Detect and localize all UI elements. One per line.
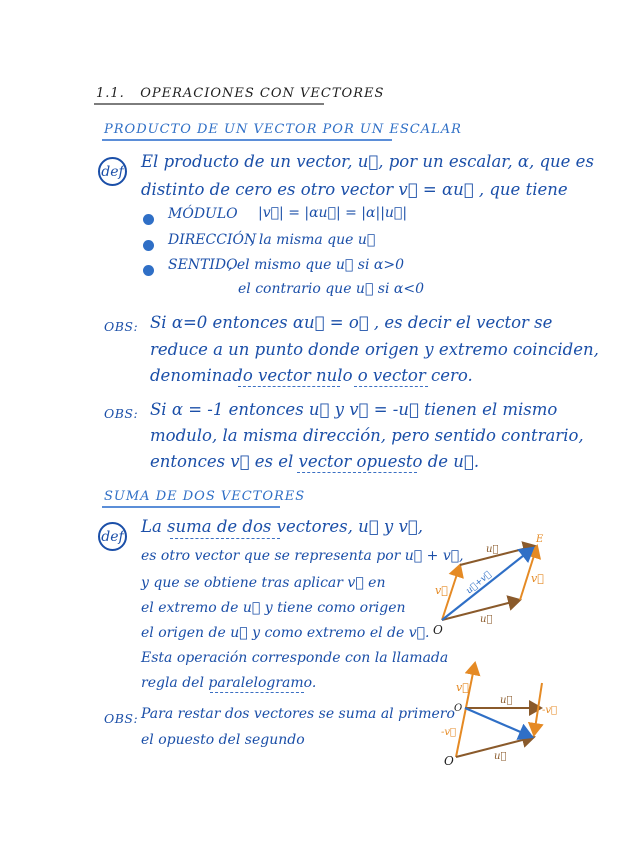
bullet-direccion-label: DIRECCIÓN <box>168 232 257 248</box>
def2-line7: regla del paralelogramo. <box>141 675 317 691</box>
obs2-line2: modulo, la misma dirección, pero sentido contrario, <box>150 426 584 445</box>
section2-title-underline <box>102 506 280 508</box>
obs2-line1: Si α = -1 entonces u⃗ y v⃗ = -u⃗ tienen el mismo <box>150 400 558 419</box>
bullet-sentido-text: , el mismo que u⃗ si α>0 <box>228 257 404 273</box>
bullet-direccion-text: , la misma que u⃗ <box>250 232 376 248</box>
obs3-line1: Para restar dos vectores se suma al primero <box>141 706 455 722</box>
obs1-label: OBS: <box>104 319 139 334</box>
diagram1-sum-label: u⃗+v⃗ <box>464 569 494 597</box>
heading <box>96 86 384 101</box>
section2-title: SUMA DE DOS VECTORES <box>104 489 306 504</box>
def2-line3: y que se obtiene tras aplicar v⃗ en <box>141 575 386 591</box>
parallelogram-diagram <box>425 530 565 640</box>
subtraction-diagram <box>438 655 568 770</box>
bullet-modulo-text: |v⃗| = |αu⃗| = |α||u⃗| <box>258 205 408 221</box>
obs1-underline-vector-cero <box>354 386 428 387</box>
bullet-sentido-label: SENTIDO <box>168 257 238 273</box>
obs1-line1: Si α=0 entonces αu⃗ = o⃗ , es decir el vector se <box>150 313 553 332</box>
obs2-label: OBS: <box>104 406 139 421</box>
def2-line4: el extremo de u⃗ y tiene como origen <box>141 600 406 616</box>
diagram1-v-right-label: v⃗ <box>531 572 544 585</box>
obs1-line2: reduce a un punto donde origen y extremo coinciden, <box>150 340 599 359</box>
diagram1-v-left-label: v⃗ <box>435 584 448 597</box>
heading-underline <box>94 103 324 105</box>
heading-number: 1.1. <box>96 86 125 101</box>
def1-line2: distinto de cero es otro vector v⃗ = αu⃗ , que tiene <box>141 180 568 199</box>
obs3-label: OBS: <box>104 711 139 726</box>
diagram2-u-top-label: u⃗ <box>500 695 513 706</box>
bullet-1 <box>143 214 154 225</box>
obs2-underline-vector-opuesto <box>297 472 417 473</box>
heading-title: OPERACIONES CON VECTORES <box>140 86 385 101</box>
diagram2-neg-v-left-label: -v⃗ <box>441 727 457 738</box>
def2-line1: La suma de dos vectores, u⃗ y v⃗, <box>141 517 423 536</box>
def-badge-2: def <box>98 522 127 551</box>
section1-title-underline <box>102 139 392 141</box>
obs1-underline-vector-nulo <box>238 386 340 387</box>
def2-line6: Esta operación corresponde con la llamada <box>141 650 449 666</box>
diagram2-origin-bottom: O <box>444 754 454 768</box>
obs2-line3: entonces v⃗ es el vector opuesto de u⃗. <box>150 452 480 471</box>
diagram1-origin: O <box>433 623 443 637</box>
bullet-3 <box>143 265 154 276</box>
diagram1-u-bottom-label: u⃗ <box>480 614 493 625</box>
def2-underline-suma <box>170 538 280 539</box>
diagram2-origin-middle: O <box>454 703 463 714</box>
diagram2-neg-v-right-label: -v⃗ <box>542 705 558 716</box>
def2-line5: el origen de u⃗ y como extremo el de v⃗. <box>141 625 430 641</box>
diagram2-v-label: v⃗ <box>456 681 469 694</box>
def1-line1: El producto de un vector, u⃗, por un escalar, α, que es <box>141 152 594 171</box>
def2-underline-paralelogramo <box>210 692 304 693</box>
def-badge-1: def <box>98 157 127 186</box>
diagram1-end: E <box>536 534 544 545</box>
diagram2-u-bottom-label: u⃗ <box>494 751 507 762</box>
obs1-line3: denominado vector nulo o vector cero. <box>150 366 473 385</box>
bullet-2 <box>143 240 154 251</box>
sentido-line2: el contrario que u⃗ si α<0 <box>238 281 424 297</box>
section1-title: PRODUCTO DE UN VECTOR POR UN ESCALAR <box>104 122 462 137</box>
obs3-line2: el opuesto del segundo <box>141 732 305 748</box>
bullet-modulo-label: MÓDULO <box>168 206 238 222</box>
diagram1-u-top-label: u⃗ <box>486 544 499 555</box>
def2-line2: es otro vector que se representa por u⃗ + v⃗, <box>141 548 464 564</box>
difference-vector <box>465 708 532 737</box>
